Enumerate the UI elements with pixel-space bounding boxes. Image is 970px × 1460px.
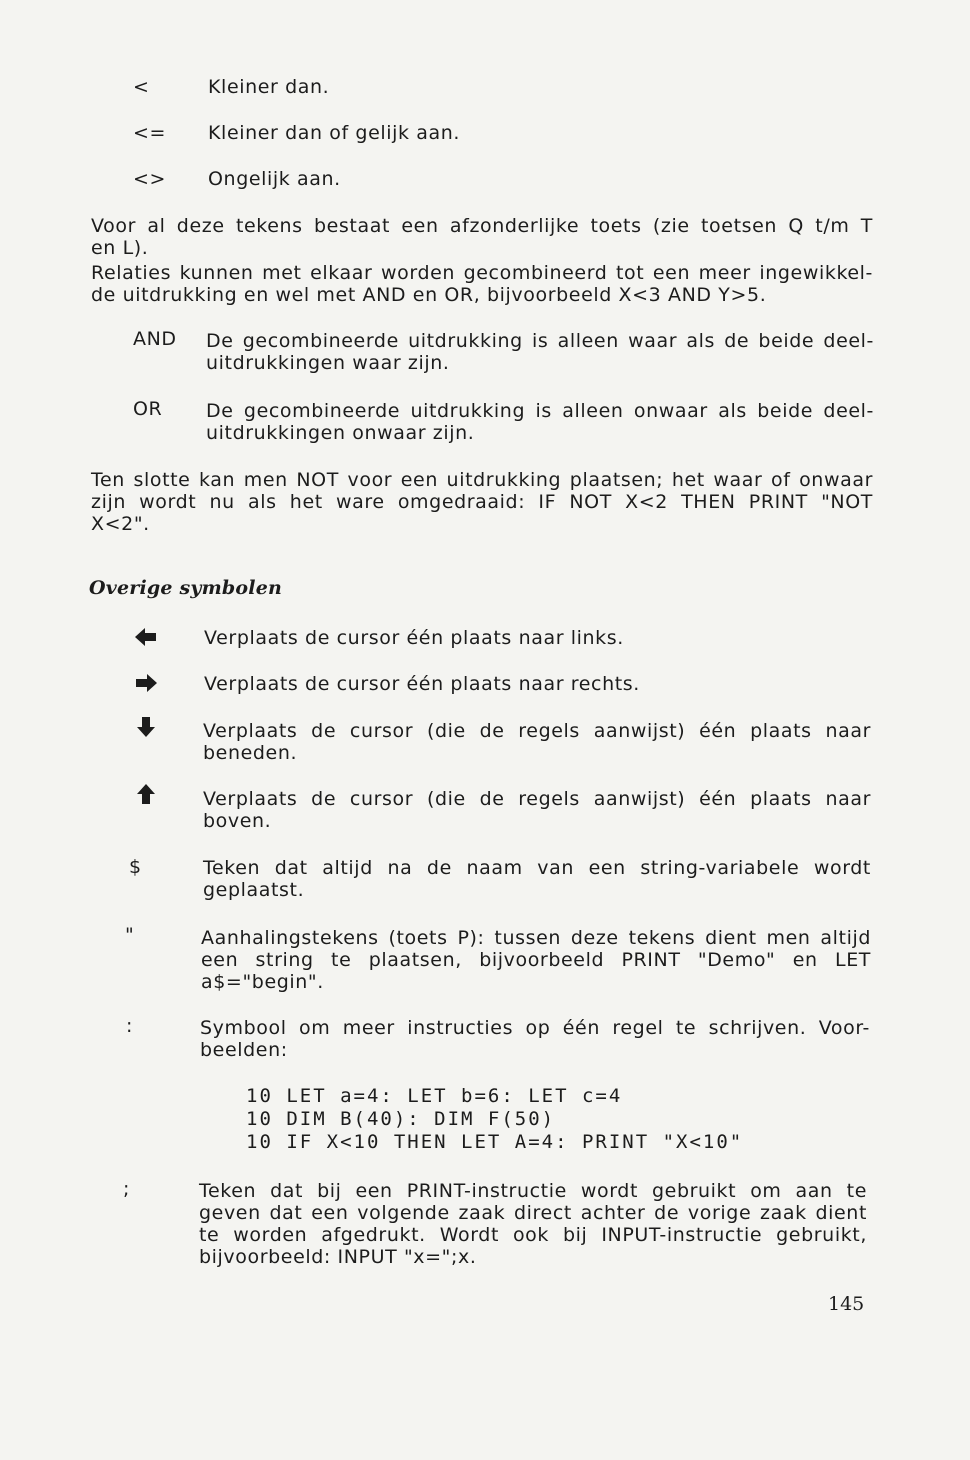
symbol-desc-right-line-1: Verplaats de cursor één plaats naar rechts. [204,673,640,695]
symbol-desc-semicolon-line-3: te worden afgedrukt. Wordt ook bij INPUT-instructie gebruikt, [199,1224,867,1246]
paragraph-keys-line-1: Voor al deze tekens bestaat een afzonderlijke toets (zie toetsen Q t/m T [91,215,873,237]
code-example-line-2: 10 DIM B(40): DIM F(50) [246,1108,556,1130]
paragraph-not-line-3: X<2". [91,513,150,535]
logic-term-or: OR [133,398,163,420]
symbol-desc-quote-line-3: a$="begin". [201,971,324,993]
relation-text-le: Kleiner dan of gelijk aan. [208,122,461,144]
code-example-line-3: 10 IF X<10 THEN LET A=4: PRINT "X<10" [246,1131,744,1153]
section-heading: Overige symbolen [89,577,283,599]
symbol-desc-colon-line-1: Symbool om meer instructies op één regel te schrijven. Voor- [200,1017,870,1039]
symbol-desc-left-line-1: Verplaats de cursor één plaats naar links. [204,627,624,649]
symbol-desc-semicolon-line-2: geven dat een volgende zaak direct achter de vorige zaak dient [199,1202,867,1224]
paragraph-relations-line-1: Relaties kunnen met elkaar worden gecombineerd tot een meer ingewikkel- [91,262,873,284]
paragraph-keys-line-2: en L). [91,237,149,259]
symbol-dollar: $ [129,856,142,878]
symbol-desc-colon-line-2: beelden: [200,1039,288,1061]
symbol-desc-semicolon-line-1: Teken dat bij een PRINT-instructie wordt gebruikt om aan te [199,1180,867,1202]
paragraph-relations-line-2: de uitdrukking en wel met AND en OR, bijvoorbeeld X<3 AND Y>5. [91,284,767,306]
symbol-semicolon: ; [123,1178,131,1200]
logic-term-and: AND [133,328,177,350]
logic-desc-or-line-1: De gecombineerde uitdrukking is alleen onwaar als beide deel- [206,400,874,422]
relation-text-ne: Ongelijk aan. [208,168,341,190]
symbol-desc-down-line-2: beneden. [203,742,298,764]
symbol-desc-quote-line-2: een string te plaatsen, bijvoorbeeld PRINT "Demo" en LET [201,949,871,971]
symbol-quote: " [125,924,135,946]
down-arrow-icon [137,717,155,737]
symbol-desc-dollar-line-1: Teken dat altijd na de naam van een string-variabele wordt [203,857,871,879]
logic-desc-and-line-1: De gecombineerde uitdrukking is alleen waar als de beide deel- [206,330,874,352]
symbol-desc-up-line-1: Verplaats de cursor (die de regels aanwijst) één plaats naar [203,788,871,810]
symbol-desc-semicolon-line-4: bijvoorbeeld: INPUT "x=";x. [199,1246,477,1268]
relation-text-lt: Kleiner dan. [208,76,330,98]
relation-symbol-lt: < [133,76,150,98]
logic-desc-or-line-2: uitdrukkingen onwaar zijn. [206,422,475,444]
symbol-desc-up-line-2: boven. [203,810,272,832]
symbol-desc-dollar-line-2: geplaatst. [203,879,305,901]
page-number: 145 [828,1293,865,1315]
logic-desc-and-line-2: uitdrukkingen waar zijn. [206,352,450,374]
up-arrow-icon [137,784,155,804]
code-example-line-1: 10 LET a=4: LET b=6: LET c=4 [246,1085,623,1107]
relation-symbol-le: <= [133,122,167,144]
right-arrow-icon [135,674,157,692]
left-arrow-icon [135,628,157,646]
symbol-colon: : [126,1015,134,1037]
paragraph-not-line-1: Ten slotte kan men NOT voor een uitdrukking plaatsen; het waar of onwaar [91,469,873,491]
symbol-desc-quote-line-1: Aanhalingstekens (toets P): tussen deze tekens dient men altijd [201,927,871,949]
relation-symbol-ne: <> [133,168,167,190]
symbol-desc-down-line-1: Verplaats de cursor (die de regels aanwijst) één plaats naar [203,720,871,742]
paragraph-not-line-2: zijn wordt nu als het ware omgedraaid: IF NOT X<2 THEN PRINT "NOT [91,491,873,513]
